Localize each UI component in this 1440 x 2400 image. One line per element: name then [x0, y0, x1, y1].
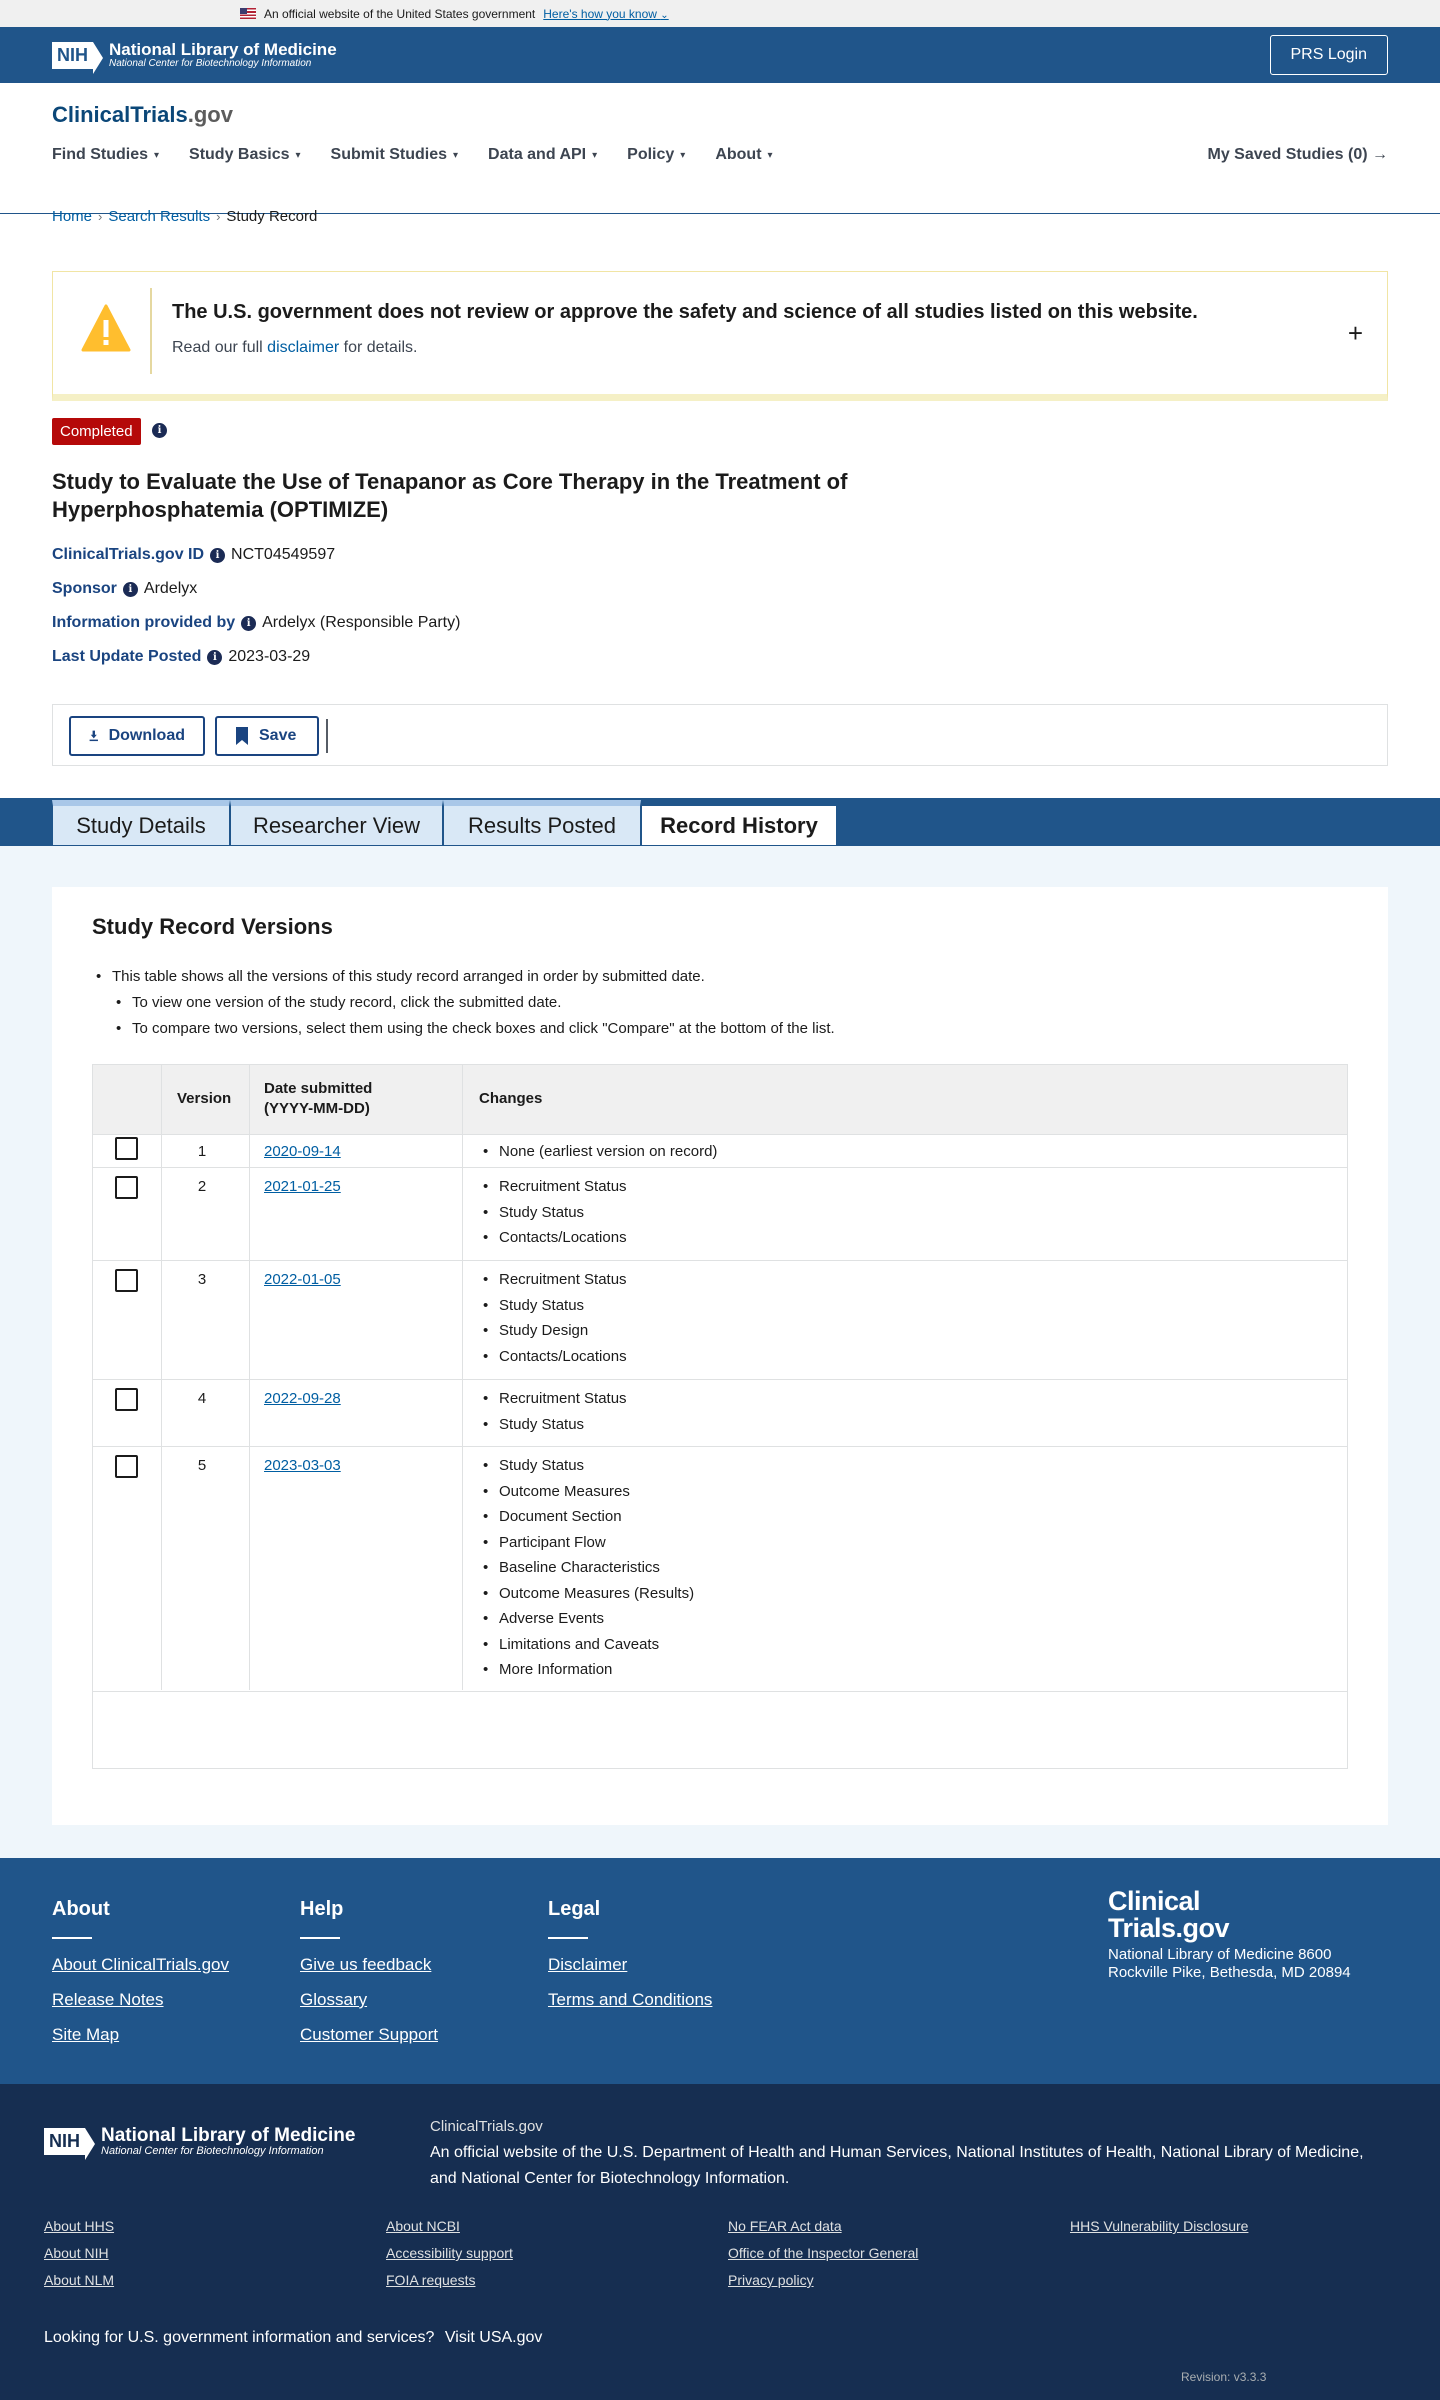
last-update-value: 2023-03-29: [228, 648, 311, 665]
change-item: • Limitations and Caveats: [479, 1632, 694, 1658]
footer-link[interactable]: Customer Support: [300, 2025, 438, 2044]
download-button[interactable]: Download: [69, 716, 205, 756]
version-number: 3: [197, 1271, 207, 1288]
footer-link[interactable]: Give us feedback: [300, 1955, 432, 1974]
footer-link[interactable]: Office of the Inspector General: [728, 2245, 919, 2261]
ncbi-link[interactable]: National Center for Biotechnology Information: [461, 2170, 785, 2187]
table-row: [93, 1447, 1347, 1692]
change-item: • Study Design: [479, 1318, 627, 1344]
breadcrumb-current: Study Record: [226, 208, 318, 225]
change-item: • Participant Flow: [479, 1530, 694, 1556]
study-title: Study to Evaluate the Use of Tenapanor as Core Therapy in the Treatment of Hyperphosphatemia (OPTIMIZE): [52, 469, 848, 522]
nih-logo-mark: NIH: [44, 2128, 85, 2155]
footer-logo-line1: Clinical: [1108, 1886, 1201, 1916]
footer-link[interactable]: About HHS: [44, 2218, 115, 2234]
change-item: • Baseline Characteristics: [479, 1555, 694, 1581]
version-checkbox[interactable]: [115, 1137, 138, 1160]
version-checkbox[interactable]: [115, 1388, 138, 1411]
table-row: [93, 1380, 1347, 1447]
panel-title: Study Record Versions: [92, 914, 333, 939]
sponsor-row: [52, 580, 197, 598]
tab-study-details[interactable]: Study Details: [52, 800, 230, 846]
chevron-down-icon: ▾: [767, 149, 773, 161]
version-number: 5: [197, 1457, 207, 1474]
version-checkbox[interactable]: [115, 1269, 138, 1292]
change-item: • Study Status: [479, 1453, 694, 1479]
footer-link[interactable]: About NIH: [44, 2245, 109, 2261]
footer-brand: [1108, 1888, 1368, 1982]
footer-link[interactable]: Terms and Conditions: [548, 1990, 713, 2009]
bookmark-icon: [235, 727, 249, 745]
info-icon[interactable]: i: [123, 582, 138, 597]
nav-policy[interactable]: Policy ▾: [627, 146, 686, 163]
footer-links-col2: [386, 2218, 513, 2299]
footer-link[interactable]: No FEAR Act data: [728, 2218, 842, 2234]
footer-legal-title: Legal: [548, 1898, 601, 1920]
breadcrumb: [52, 208, 317, 225]
revision-text: Revision: v3.3.3: [1181, 2370, 1267, 2384]
nav-about[interactable]: About ▾: [715, 146, 773, 163]
alert-divider: [150, 288, 152, 374]
chevron-right-icon: ›: [216, 209, 221, 224]
disclaimer-alert: [52, 271, 1388, 401]
chevron-down-icon: ▾: [295, 149, 301, 161]
footer-link[interactable]: Disclaimer: [548, 1955, 628, 1974]
instructions: [92, 964, 835, 1042]
main-nav: [52, 146, 773, 164]
footer-link[interactable]: Privacy policy: [728, 2272, 814, 2288]
change-item: • Recruitment Status: [479, 1386, 627, 1412]
expand-plus-icon[interactable]: +: [1347, 318, 1363, 348]
footer-link[interactable]: About ClinicalTrials.gov: [52, 1955, 229, 1974]
header-date-submitted: Date submitted (YYYY-MM-DD): [264, 1080, 373, 1117]
sponsor-label: Sponsor: [52, 580, 117, 597]
instruction-item: • This table shows all the versions of this study record arranged in order by submitted date.: [92, 964, 835, 990]
footer-link[interactable]: Site Map: [52, 2025, 120, 2044]
footer-link[interactable]: About NLM: [44, 2272, 115, 2288]
disclaimer-link[interactable]: disclaimer: [267, 339, 340, 356]
nav-find-studies[interactable]: Find Studies ▾: [52, 146, 160, 163]
change-item: • Adverse Events: [479, 1606, 694, 1632]
instruction-item: • To view one version of the study record, click the submitted date.: [92, 990, 835, 1016]
version-number: 2: [197, 1178, 207, 1195]
footer-help-title: Help: [300, 1898, 344, 1920]
version-date-link[interactable]: 2022-01-05: [264, 1271, 341, 1288]
tab-researcher-view[interactable]: Researcher View: [230, 800, 443, 846]
footer-link[interactable]: HHS Vulnerability Disclosure: [1070, 2218, 1249, 2234]
nih-logo-mark: NIH: [52, 42, 93, 69]
change-item: • Recruitment Status: [479, 1174, 627, 1200]
warning-icon: [81, 304, 131, 352]
footer-help-column: [300, 1898, 438, 2060]
footer-address: National Library of Medicine 8600 Rockville Pike, Bethesda, MD 20894: [1108, 1946, 1351, 1981]
footer-about-column: [52, 1898, 229, 2060]
change-item: • Contacts/Locations: [479, 1225, 627, 1251]
action-bar: [52, 704, 1388, 766]
changes-list: [479, 1267, 627, 1369]
changes-list: [479, 1174, 627, 1251]
footer-legal-column: [548, 1898, 712, 2025]
nlm-logo[interactable]: [52, 41, 337, 69]
footer-link[interactable]: About NCBI: [386, 2218, 460, 2234]
us-flag-icon: [240, 8, 256, 19]
status-badge: Completed: [52, 418, 141, 445]
footer-bottom: [0, 2084, 1440, 2400]
footer-official-text: An official website of the U.S. Department of Health and Human Services, National Institutes of Health, National Library of Medicine, and National Center for Biotechnology Information.: [430, 2144, 1364, 2187]
changes-list: [479, 1139, 717, 1165]
change-item: • Study Status: [479, 1293, 627, 1319]
footer-link[interactable]: Glossary: [300, 1990, 368, 2009]
chevron-down-icon: ▾: [680, 149, 686, 161]
nlm-logo-title: National Library of Medicine: [109, 39, 337, 59]
tab-results-posted[interactable]: Results Posted: [443, 800, 641, 846]
chevron-down-icon: ⌄: [660, 9, 669, 21]
usa-gov-row: Looking for U.S. government information and services? Visit USA.gov: [44, 2329, 543, 2346]
header-version: Version: [177, 1090, 232, 1107]
study-id-row: [52, 546, 335, 564]
breadcrumb-search-results[interactable]: Search Results: [108, 208, 211, 225]
change-item: • Recruitment Status: [479, 1267, 627, 1293]
gov-banner-text: An official website of the United States government: [264, 6, 536, 21]
change-item: • Outcome Measures: [479, 1479, 694, 1505]
version-checkbox[interactable]: [115, 1176, 138, 1199]
alert-body: Read our full disclaimer for details.: [172, 339, 418, 356]
version-date-link[interactable]: 2020-09-14: [264, 1143, 341, 1160]
chevron-right-icon: ›: [98, 209, 103, 224]
info-icon[interactable]: i: [207, 650, 222, 665]
provided-by-value: Ardelyx (Responsible Party): [262, 614, 461, 631]
footer-link[interactable]: FOIA requests: [386, 2272, 476, 2288]
table-row: [93, 1261, 1347, 1380]
footer-about-title: About: [52, 1898, 110, 1920]
save-button[interactable]: Save: [215, 716, 319, 756]
clinicaltrials-logo[interactable]: ClinicalTrials.gov: [52, 102, 233, 127]
footer-logo-line2: Trials.gov: [1108, 1913, 1230, 1943]
footer-link[interactable]: Release Notes: [52, 1990, 164, 2009]
prs-login-button[interactable]: PRS Login: [1270, 35, 1389, 75]
changes-list: [479, 1386, 627, 1437]
nlm-link[interactable]: National Library of Medicine: [1160, 2144, 1360, 2161]
tab-record-history[interactable]: Record History: [641, 800, 837, 846]
chevron-down-icon: ▾: [592, 149, 598, 161]
change-item: • Outcome Measures (Results): [479, 1581, 694, 1607]
change-item: • More Information: [479, 1657, 694, 1683]
chevron-down-icon: ▾: [154, 149, 160, 161]
info-icon[interactable]: i: [152, 423, 167, 438]
provided-by-label: Information provided by: [52, 614, 236, 631]
breadcrumb-home[interactable]: Home: [52, 208, 93, 225]
chevron-down-icon: ▾: [453, 149, 459, 161]
visit-usa-gov-link[interactable]: Visit USA.gov: [444, 2329, 543, 2346]
footer-top: [0, 1858, 1440, 2084]
version-date-link[interactable]: 2021-01-25: [264, 1178, 341, 1195]
change-item: • Study Status: [479, 1412, 627, 1438]
footer-links-col1: [44, 2218, 114, 2299]
footer-nlm-logo[interactable]: NIH National Library of Medicine National Center for Biotechnology Information: [44, 2126, 355, 2157]
change-item: • Contacts/Locations: [479, 1344, 627, 1370]
instruction-item: • To compare two versions, select them using the check boxes and click "Compare" at the bottom of the list.: [92, 1016, 835, 1042]
table-header: [93, 1065, 1347, 1135]
site-header: [0, 83, 1440, 214]
heres-how-you-know-link[interactable]: Here's how you know ⌄: [543, 6, 669, 21]
last-update-label: Last Update Posted: [52, 648, 202, 665]
study-id-value: NCT04549597: [231, 546, 336, 563]
nav-data-and-api[interactable]: Data and API ▾: [488, 146, 598, 163]
version-number: 4: [197, 1390, 207, 1407]
header-changes: Changes: [479, 1090, 543, 1107]
change-item: • Study Status: [479, 1200, 627, 1226]
version-date-link[interactable]: 2023-03-03: [264, 1457, 341, 1474]
change-item: • Document Section: [479, 1504, 694, 1530]
table-row: [93, 1143, 1347, 1168]
info-icon[interactable]: i: [241, 616, 256, 631]
study-id-label: ClinicalTrials.gov ID: [52, 546, 205, 563]
version-number: 1: [197, 1143, 207, 1160]
nlm-logo-subtitle: National Center for Biotechnology Information: [109, 57, 312, 69]
nih-header: [0, 27, 1440, 83]
footer-links-col3: [728, 2218, 918, 2299]
changes-list: [479, 1453, 694, 1683]
info-icon[interactable]: i: [210, 548, 225, 563]
provided-by-row: [52, 614, 460, 632]
last-update-row: [52, 648, 310, 666]
arrow-right-icon: →: [1372, 146, 1388, 163]
version-date-link[interactable]: 2022-09-28: [264, 1390, 341, 1407]
footer-links-col4: [1070, 2218, 1248, 2245]
change-item: • None (earliest version on record): [479, 1139, 717, 1165]
my-saved-studies-link[interactable]: My Saved Studies (0) →: [1207, 146, 1388, 163]
versions-table: [92, 1064, 1348, 1769]
table-row: [93, 1168, 1347, 1261]
gov-banner: [0, 0, 1440, 27]
nih-link[interactable]: National Institutes of Health: [956, 2144, 1152, 2161]
version-checkbox[interactable]: [115, 1455, 138, 1478]
nav-study-basics[interactable]: Study Basics ▾: [189, 146, 301, 163]
record-versions-panel: [52, 887, 1388, 1825]
download-icon: [89, 727, 99, 745]
sponsor-value: Ardelyx: [143, 580, 198, 597]
alert-title: The U.S. government does not review or approve the safety and science of all studies listed on this website.: [172, 301, 1198, 323]
action-divider: [326, 719, 328, 753]
footer-site-name: ClinicalTrials.gov: [430, 2118, 543, 2135]
hhs-link[interactable]: U.S. Department of Health and Human Services: [606, 2144, 948, 2161]
nav-submit-studies[interactable]: Submit Studies ▾: [330, 146, 459, 163]
footer-link[interactable]: Accessibility support: [386, 2245, 513, 2261]
